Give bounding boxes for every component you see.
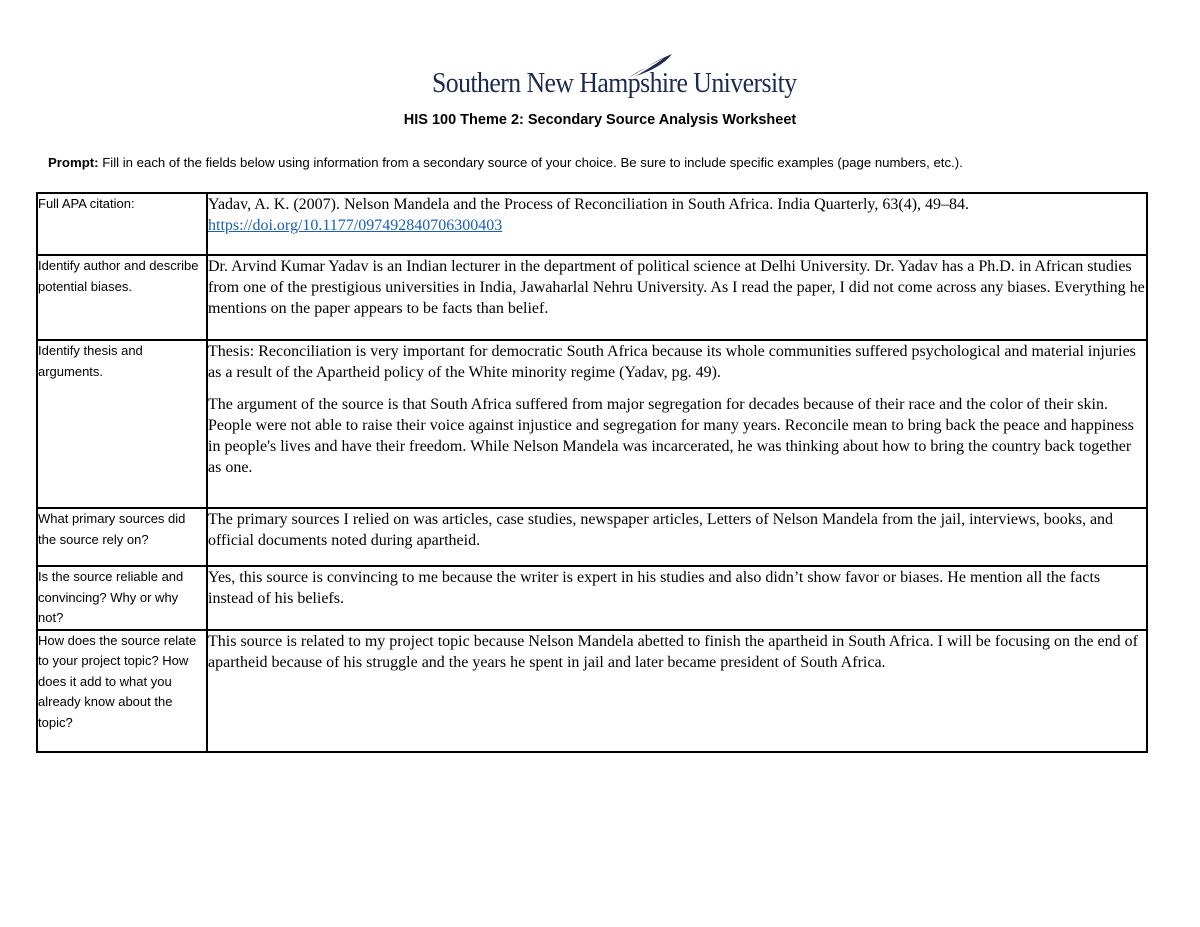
university-logo [432,52,797,104]
row-label-reliability: Is the source reliable and convincing? Why or why not? [37,566,207,630]
table-row [37,508,1147,566]
reliability-field[interactable] [207,566,1147,630]
prompt-instructions: Fill in each of the fields below using information from a secondary source of your choice. Be sure to include specific examples (page numbers, etc.). [98,155,963,170]
argument-text: The argument of the source is that South Africa suffered from major segregation for decades because of their race and the color of their skin. People were not able to raise their voice against injustice and segregation for many years. Reconcile mean to bring back the peace and happiness in people's lives and have their freedom. While Nelson Mandela was incarcerated, he was thinking about how to bring the country back together as one. [208,396,1134,476]
row-label-project-relation: How does the source relate to your project topic? How does it add to what you already know about the topic? [37,630,207,752]
table-row [37,630,1147,752]
row-label-thesis: Identify thesis and arguments. [37,340,207,508]
prompt-label: Prompt: [48,155,99,170]
row-label-primary-sources: What primary sources did the source rely on? [37,508,207,566]
author-biases-text: Dr. Arvind Kumar Yadav is an Indian lecturer in the department of political science at Delhi University. Dr. Yadav has a Ph.D. in African studies from one of the prestigious universities in India, Jawaharlal Nehru University. As I read the paper, I did not come across any biases. Everything he mentions on the paper appears to be facts than belief. [208,258,1145,317]
row-label-citation: Full APA citation: [37,193,207,255]
author-biases-field[interactable] [207,255,1147,340]
primary-sources-text: The primary sources I relied on was articles, case studies, newspaper articles, Letters of Nelson Mandela from the jail, interviews, books, and official documents noted during apartheid. [208,511,1114,549]
table-row [37,255,1147,340]
prompt-text [48,155,1168,170]
worksheet-title: HIS 100 Theme 2: Secondary Source Analysis Worksheet [403,112,797,128]
logo-wordmark: Southern New Hampshire University [432,68,797,99]
primary-sources-field[interactable] [207,508,1147,566]
reliability-text: Yes, this source is convincing to me because the writer is expert in his studies and also didn’t show favor or biases. He mention all the facts instead of his beliefs. [208,569,1101,607]
doi-link[interactable]: https://doi.org/10.1177/097492840706300403 [208,217,503,234]
table-row [37,566,1147,630]
citation-field[interactable] [207,193,1147,255]
citation-text: Yadav, A. K. (2007). Nelson Mandela and the Process of Reconciliation in South Africa. India Quarterly, 63(4), 49–84. [208,196,970,213]
table-row [37,340,1147,508]
project-relation-text: This source is related to my project topic because Nelson Mandela abetted to finish the apartheid in South Africa. I will be focusing on the end of apartheid because of his struggle and the years he spent in jail and later became president of South Africa. [208,632,1138,671]
thesis-text: Thesis: Reconciliation is very important for democratic South Africa because its whole communities suffered psychological and material injuries as a result of the Apartheid policy of the White minority regime (Yadav, pg. 49). [208,343,1136,381]
row-label-author: Identify author and describe potential biases. [37,255,207,340]
worksheet-table [36,192,1148,753]
project-relation-field[interactable] [207,630,1147,752]
table-row [37,193,1147,255]
thesis-arguments-field[interactable] [207,340,1147,508]
